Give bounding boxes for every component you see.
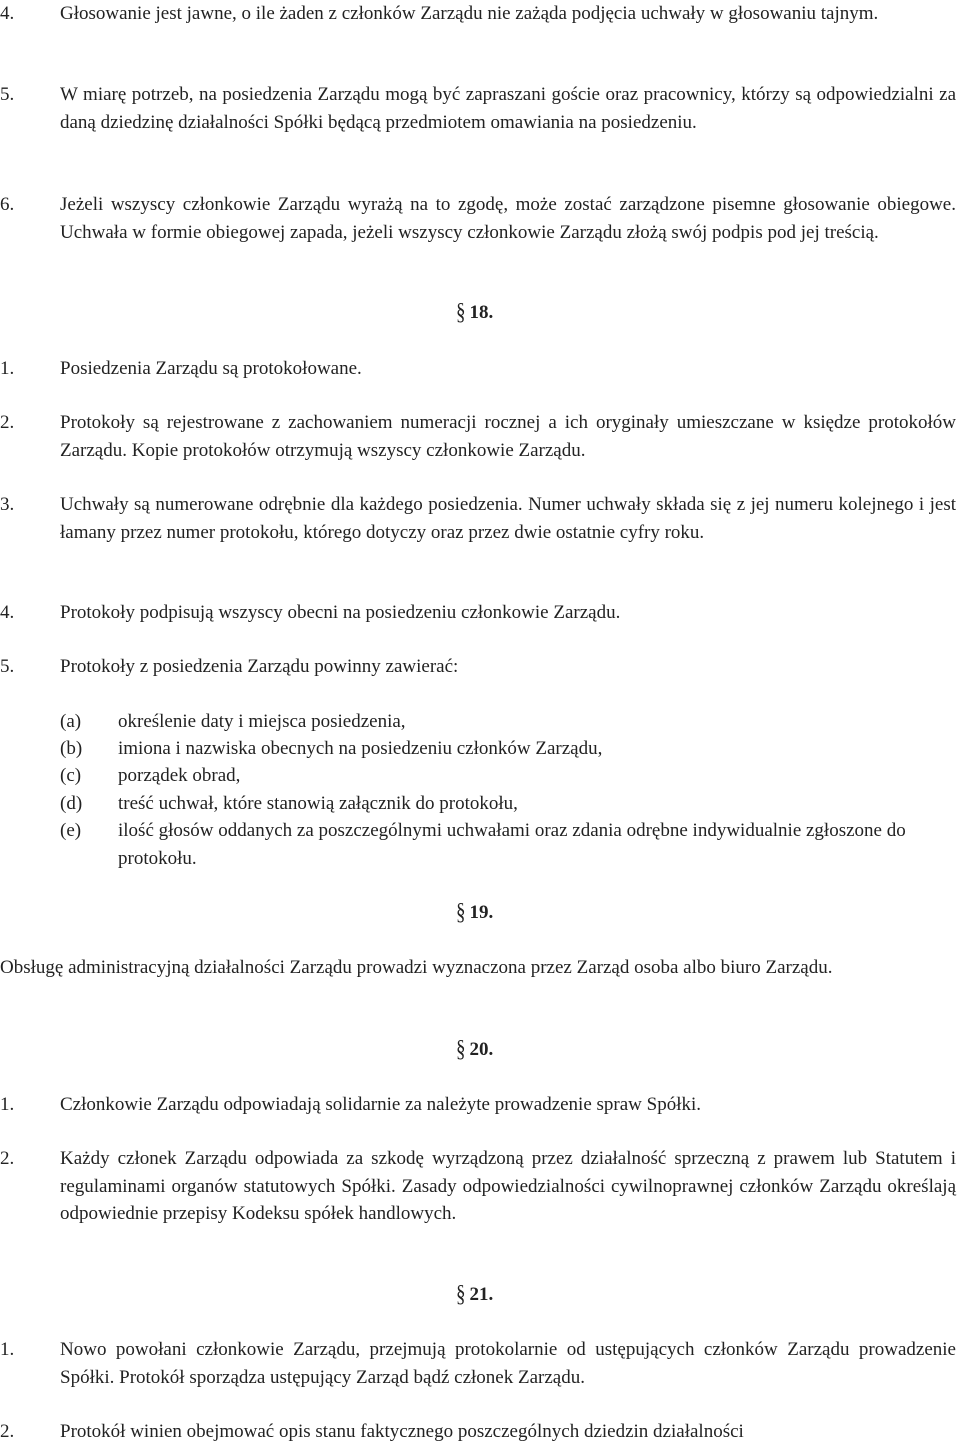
paragraph-6 xyxy=(0,191,956,246)
sublist-item-e xyxy=(60,817,956,872)
item-text: Nowo powołani członkowie Zarządu, przejmują protokolarnie od ustępujących członków Zarządu prowadzenie Spółki. Protokół sporządza ustępujący Zarząd bądź członek Zarządu. xyxy=(60,1339,956,1388)
item-text: Protokoły są rejestrowane z zachowaniem numeracji rocznej a ich oryginały umieszczane w księdze protokołów Zarządu. Kopie protokołów otrzymują wszyscy członkowie Zarządu. xyxy=(60,412,956,461)
section-21-item-2 xyxy=(0,1418,956,1446)
section-21-item-1 xyxy=(0,1336,956,1391)
item-number: 1. xyxy=(0,358,15,379)
item-text: Członkowie Zarządu odpowiadają solidarnie za należyte prowadzenie spraw Spółki. xyxy=(60,1094,702,1115)
paragraph-text: Jeżeli wszyscy członkowie Zarządu wyrażą na to zgodę, może zostać zarządzone pisemne głosowanie obiegowe. Uchwała w formie obiegowej zapada, jeżeli wszyscy członkowie Zarządu złożą swój podpis pod jej treścią. xyxy=(60,194,956,243)
section-18-item-3 xyxy=(0,491,956,546)
section-18-item-1 xyxy=(0,355,956,383)
sublist-text: określenie daty i miejsca posiedzenia, xyxy=(118,711,406,732)
item-number: 3. xyxy=(0,494,15,515)
sublist-item-b xyxy=(60,735,956,763)
section-number: 18. xyxy=(469,302,494,323)
item-number: 1. xyxy=(0,1339,15,1360)
sublist-text: treść uchwał, które stanowią załącznik do protokołu, xyxy=(118,793,518,814)
item-text: Protokół winien obejmować opis stanu faktycznego poszczególnych dziedzin działalności xyxy=(60,1421,744,1442)
item-number: 2. xyxy=(0,1421,15,1442)
section-18-item-4 xyxy=(0,599,956,627)
paragraph-text: W miarę potrzeb, na posiedzenia Zarządu mogą być zapraszani goście oraz pracownicy, którzy są odpowiedzialni za daną dziedzinę działalności Spółki będącą przedmiotem omawiania na posiedzeniu. xyxy=(60,84,956,133)
item-number: 2. xyxy=(0,412,15,433)
item-text: Posiedzenia Zarządu są protokołowane. xyxy=(60,358,362,379)
section-number: 19. xyxy=(469,902,494,923)
section-sign: § xyxy=(456,1036,466,1063)
paragraph-number: 4. xyxy=(0,3,15,24)
section-20-item-1 xyxy=(0,1091,956,1119)
paragraph-4 xyxy=(0,0,956,28)
sublist-letter: (a) xyxy=(60,711,82,732)
sublist-text: imiona i nazwiska obecnych na posiedzeniu członków Zarządu, xyxy=(118,738,603,759)
sublist-letter: (b) xyxy=(60,738,83,759)
item-number: 2. xyxy=(0,1148,15,1169)
section-sign: § xyxy=(456,1281,466,1308)
section-heading-20 xyxy=(456,1036,493,1063)
section-20-item-2 xyxy=(0,1145,956,1228)
item-number: 1. xyxy=(0,1094,15,1115)
section-heading-19 xyxy=(456,899,493,926)
section-number: 20. xyxy=(469,1039,494,1060)
sublist-text: porządek obrad, xyxy=(118,765,241,786)
section-sign: § xyxy=(456,899,466,926)
item-text: Protokoły podpisują wszyscy obecni na posiedzeniu członkowie Zarządu. xyxy=(60,602,621,623)
paragraph-number: 6. xyxy=(0,194,15,215)
sublist-letter: (e) xyxy=(60,820,82,841)
paragraph-text: Głosowanie jest jawne, o ile żaden z członków Zarządu nie zażąda podjęcia uchwały w głosowaniu tajnym. xyxy=(60,3,879,24)
sublist-letter: (d) xyxy=(60,793,83,814)
sublist-letter: (c) xyxy=(60,765,82,786)
sublist-item-c xyxy=(60,762,956,790)
item-number: 5. xyxy=(0,656,15,677)
sublist-item-a xyxy=(60,708,956,736)
sublist-item-d xyxy=(60,790,956,818)
paragraph-5 xyxy=(0,81,956,136)
section-sign: § xyxy=(456,299,466,326)
item-text: Uchwały są numerowane odrębnie dla każdego posiedzenia. Numer uchwały składa się z jej numeru kolejnego i jest łamany przez numer protokołu, którego dotyczy oraz przez dwie ostatnie cyfry roku. xyxy=(60,494,956,543)
section-heading-18 xyxy=(456,299,493,326)
section-18-item-5 xyxy=(0,653,956,681)
item-number: 4. xyxy=(0,602,15,623)
section-number: 21. xyxy=(469,1284,494,1305)
item-text: Każdy członek Zarządu odpowiada za szkodę wyrządzoną przez działalność sprzeczną z prawem lub Statutem i regulaminami organów statutowych Spółki. Zasady odpowiedzialności cywilnoprawnej członków Zarządu określają odpowiednie przepisy Kodeksu spółek handlowych. xyxy=(60,1148,956,1224)
section-19-text: Obsługę administracyjną działalności Zarządu prowadzi wyznaczona przez Zarząd osoba albo biuro Zarządu. xyxy=(0,957,833,978)
sublist-text: ilość głosów oddanych za poszczególnymi uchwałami oraz zdania odrębne indywidualnie zgłoszone do protokołu. xyxy=(118,820,906,869)
item-text: Protokoły z posiedzenia Zarządu powinny zawierać: xyxy=(60,656,459,677)
paragraph-number: 5. xyxy=(0,84,15,105)
section-18-item-2 xyxy=(0,409,956,464)
section-heading-21 xyxy=(456,1281,493,1308)
